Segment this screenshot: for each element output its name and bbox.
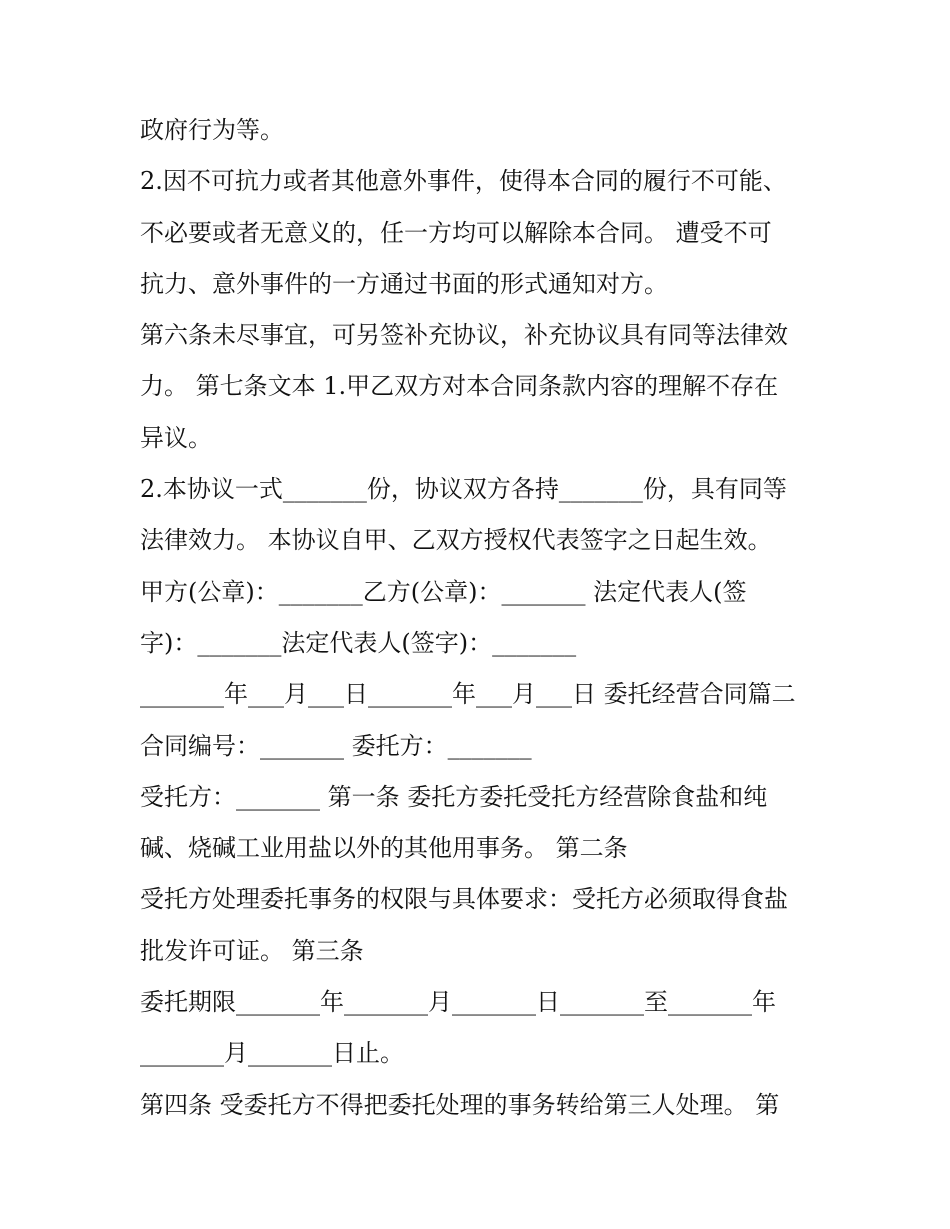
text-line: 抗力、意外事件的一方通过书面的形式通知对方。 (140, 269, 668, 298)
text-line: 2.本协议一式_______份，协议双方各持_______份，具有同等 (140, 475, 787, 504)
text-line: 法律效力。 本协议自甲、乙双方授权代表签字之日起生效。 (140, 526, 772, 555)
text-line: 字)：_______法定代表人(签字)：_______ (140, 628, 577, 657)
text-line: 受托方：_______ 第一条 委托方委托受托方经营除食盐和纯 (140, 782, 768, 811)
text-line: 批发许可证。 第三条 (140, 936, 364, 965)
text-line: 力。 第七条文本 1.甲乙双方对本合同条款内容的理解不存在 (140, 372, 779, 401)
text-line: 第六条未尽事宜，可另签补充协议，补充协议具有同等法律效 (140, 321, 788, 350)
contract-text (140, 109, 830, 1135)
text-line: 2.因不可抗力或者其他意外事件，使得本合同的履行不可能、 (140, 167, 787, 196)
text-line: 不必要或者无意义的，任一方均可以解除本合同。 遭受不可 (140, 218, 772, 247)
text-line: 委托期限_______年_______月_______日_______至_______年 (140, 988, 776, 1017)
text-line: 政府行为等。 (140, 116, 284, 144)
text-line: 异议。 (140, 423, 212, 452)
text-line: _______月_______日止。 (140, 1039, 404, 1068)
text-line: 甲方(公章)：_______乙方(公章)：_______ 法定代表人(签 (140, 577, 747, 606)
text-line: 受托方处理委托事务的权限与具体要求：受托方必须取得食盐 (140, 885, 788, 914)
text-line: 合同编号：_______ 委托方：_______ (140, 731, 532, 760)
text-line: 第四条 受委托方不得把委托处理的事务转给第三人处理。 第 (140, 1090, 780, 1119)
text-line: _______年___月___日_______年___月___日 委托经营合同篇二 (140, 680, 796, 709)
text-line: 碱、烧碱工业用盐以外的其他用事务。 第二条 (140, 834, 628, 863)
